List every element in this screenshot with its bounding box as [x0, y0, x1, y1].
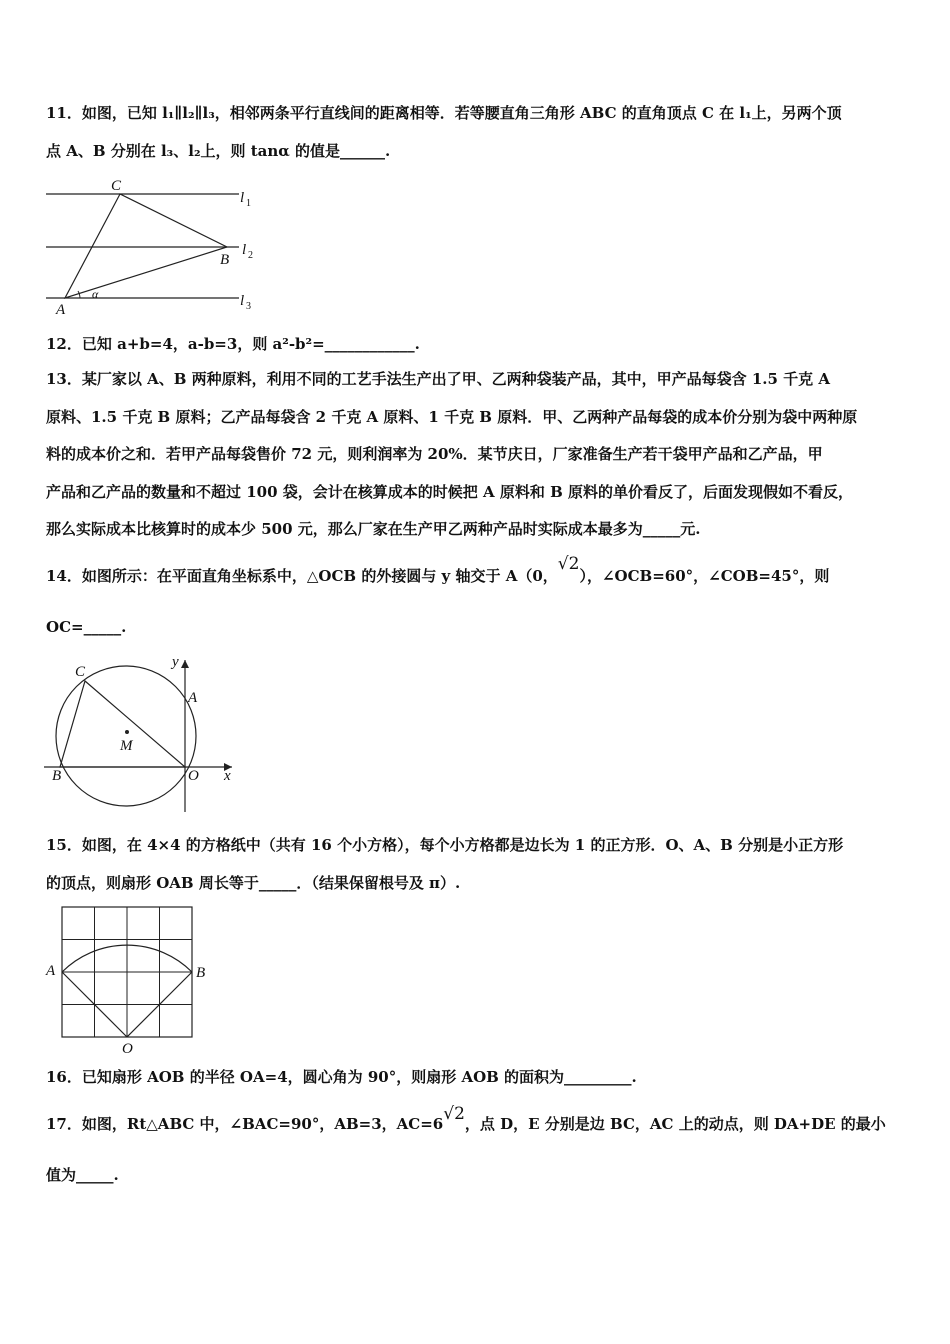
- q14-text-a: 14．如图所示：在平面直角坐标系中，△OCB 的外接圆与 y 轴交于 A（0，: [46, 567, 558, 585]
- label-a: A: [188, 690, 198, 706]
- label-l3: l: [240, 293, 245, 309]
- label-y: y: [172, 654, 179, 670]
- triangle-abc: [65, 194, 230, 298]
- label-l2: l: [242, 242, 247, 258]
- circumcircle: [56, 666, 196, 806]
- triangle-ocb: [60, 681, 185, 767]
- label-l2-sub: 2: [248, 250, 253, 261]
- center-m: [125, 730, 129, 734]
- label-a: A: [56, 302, 66, 318]
- y-axis-arrow: [181, 660, 189, 668]
- q13-line-5: 那么实际成本比核算时的成本少 500 元，那么厂家在生产甲乙两种产品时实际成本最多为_____元.: [46, 520, 701, 538]
- label-c: C: [111, 178, 122, 194]
- q14-line-2: OC=_____.: [46, 618, 127, 636]
- label-alpha: α: [92, 287, 99, 301]
- sqrt2: √2: [557, 554, 580, 574]
- q17-line-1: [46, 1104, 886, 1134]
- q11-figure: [44, 172, 274, 320]
- label-o: O: [188, 768, 199, 784]
- label-b: B: [52, 768, 62, 784]
- q17-text-a: 17．如图，Rt△ABC 中，∠BAC=90°，AB=3，AC=6: [46, 1115, 444, 1133]
- label-l3-sub: 3: [246, 301, 251, 312]
- q15-line-1: 15．如图，在 4×4 的方格纸中（共有 16 个小方格），每个小方格都是边长为 1 的正方形．O、A、B 分别是小正方形: [46, 836, 844, 854]
- q15-figure: [44, 902, 214, 1057]
- label-b: B: [196, 965, 206, 981]
- q13-line-3: 料的成本价之和．若甲产品每袋售价 72 元，则利润率为 20%．某节庆日，厂家准备生产若干袋甲产品和乙产品，甲: [46, 445, 823, 463]
- label-c: C: [75, 664, 86, 680]
- q14-figure: [44, 652, 244, 817]
- label-a: A: [46, 963, 56, 979]
- label-o: O: [122, 1041, 133, 1057]
- q15-line-2: 的顶点，则扇形 OAB 周长等于_____．（结果保留根号及 π）.: [46, 874, 461, 892]
- q16-line-1: 16．已知扇形 AOB 的半径 OA=4，圆心角为 90°，则扇形 AOB 的面积为_________.: [46, 1068, 637, 1086]
- label-l1: l: [240, 190, 245, 206]
- q13-line-2: 原料、1.5 千克 B 原料；乙产品每袋含 2 千克 A 原料、1 千克 B 原料．甲、乙两种产品每袋的成本价分别为袋中两种原: [46, 408, 858, 426]
- label-x: x: [224, 768, 231, 784]
- label-m: M: [120, 738, 133, 754]
- q12-line-1: 12．已知 a+b=4，a-b=3，则 a²-b²=____________.: [46, 335, 420, 353]
- label-l1-sub: 1: [246, 198, 251, 209]
- label-b: B: [220, 252, 230, 268]
- q14-text-b: ），∠OCB=60°，∠COB=45°，则: [579, 567, 830, 585]
- q11-line-2: 点 A、B 分别在 l₃、l₂上，则 tanα 的值是______.: [46, 142, 391, 160]
- q17-text-b: ，点 D，E 分别是边 BC，AC 上的动点，则 DA+DE 的最小: [464, 1115, 886, 1133]
- q11-line-1: 11．如图，已知 l₁∥l₂∥l₃，相邻两条平行直线间的距离相等．若等腰直角三角形 ABC 的直角顶点 C 在 l₁上，另两个顶: [46, 104, 842, 122]
- q17-line-2: 值为_____.: [46, 1166, 119, 1184]
- sqrt2: √2: [443, 1104, 465, 1124]
- q13-line-4: 产品和乙产品的数量和不超过 100 袋，会计在核算成本的时候把 A 原料和 B 原料的单价看反了，后面发现假如不看反，: [46, 483, 853, 501]
- angle-alpha-arc: [78, 291, 80, 298]
- q14-line-1: [46, 554, 830, 586]
- q13-line-1: 13．某厂家以 A、B 两种原料，利用不同的工艺手法生产出了甲、乙两种袋装产品，其中，甲产品每袋含 1.5 千克 A: [46, 370, 831, 388]
